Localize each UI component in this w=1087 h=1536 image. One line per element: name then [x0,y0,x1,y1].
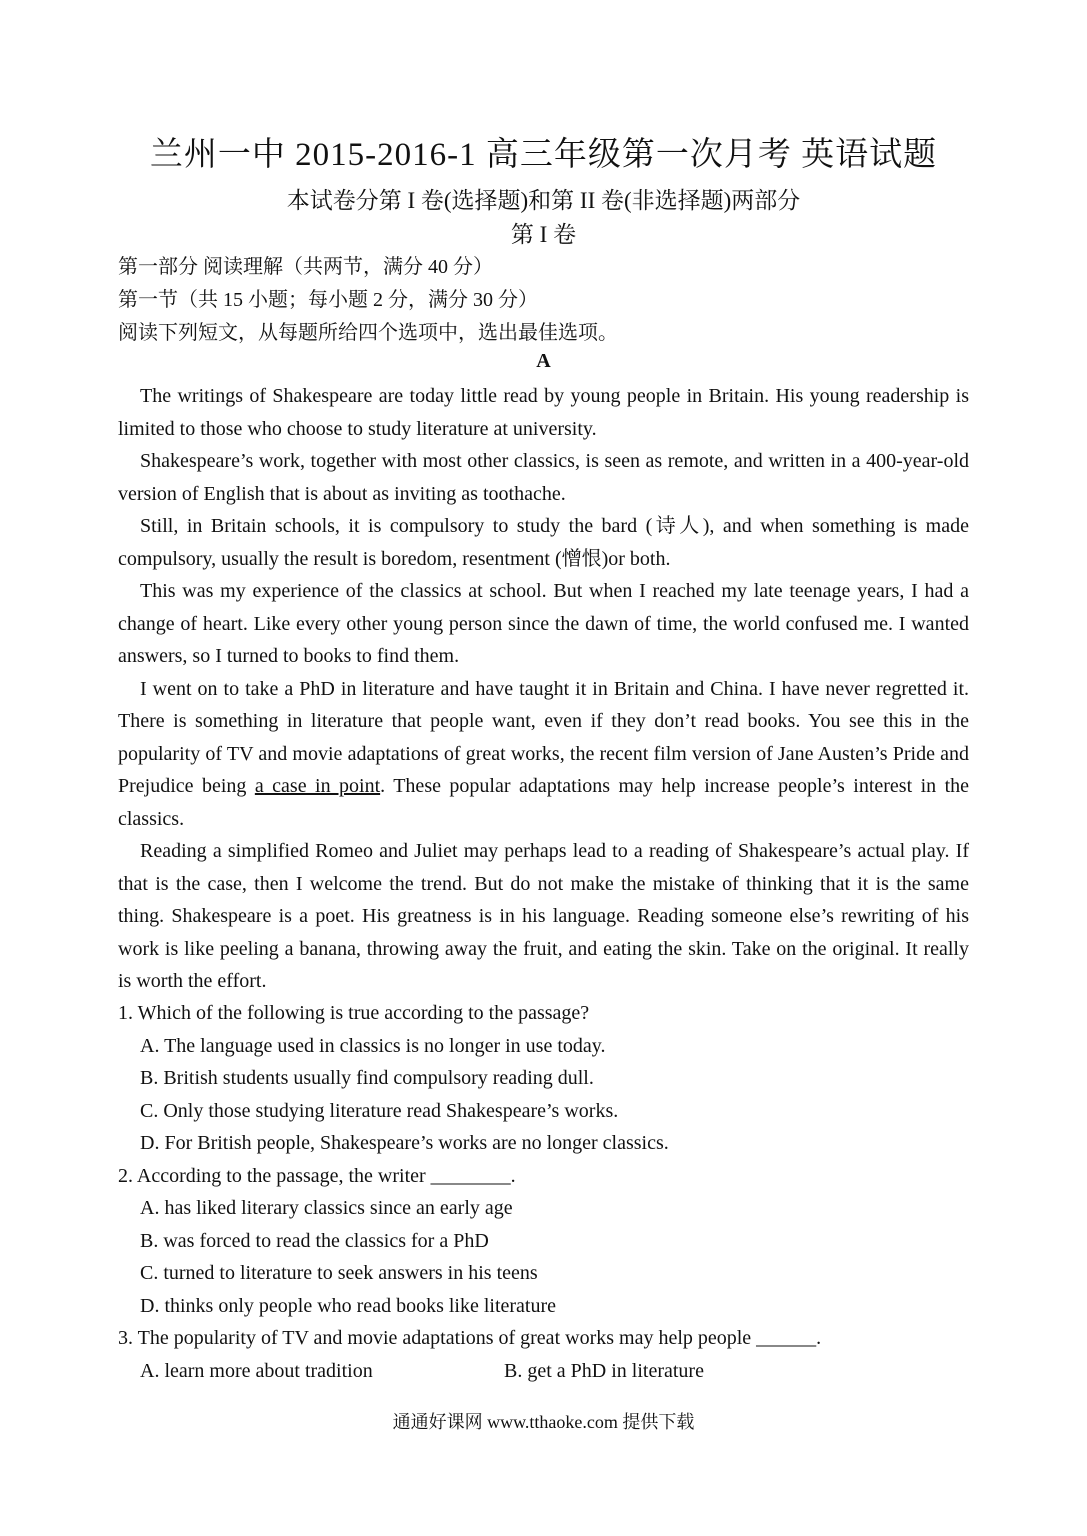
question-stem: 2. According to the passage, the writer ________. [118,1164,516,1187]
answer-option: A. has liked literary classics since an early age [140,1197,513,1219]
answer-option: B. get a PhD in literature [504,1359,704,1382]
question-stem: 3. The popularity of TV and movie adaptations of great works may help people ______. [118,1327,822,1349]
question-list [118,997,978,1387]
answer-option: D. thinks only people who read books like literature [140,1294,557,1317]
answer-option: C. turned to literature to seek answers in his teens [140,1262,538,1284]
passage-paragraph: Shakespeare’s work, together with most other classics, is seen as remote, and written in a 400-year-old version of English that is about as inviting as toothache. [118,450,969,505]
question-stem: 1. Which of the following is true according to the passage? [118,1002,590,1024]
passage-paragraph: This was my experience of the classics at school. But when I reached my late teenage years, I had a change of heart. Like every other young person since the dawn of time, the world confused me. I wanted answers, so I turned to books to find them. [118,580,969,667]
volume-heading: 第 I 卷 [510,222,577,247]
passage-paragraph: The writings of Shakespeare are today little read by young people in Britain. His young readership is limited to those who choose to study literature at university. [118,385,969,440]
answer-option: C. Only those studying literature read Shakespeare’s works. [140,1099,619,1122]
underlined-phrase: a case in point [254,775,381,797]
answer-option: A. The language used in classics is no longer in use today. [140,1034,606,1057]
answer-option: A. learn more about tradition [140,1359,373,1382]
option-row [140,1355,978,1388]
passage-paragraph [118,673,969,836]
question [118,1160,978,1323]
answer-option: B. was forced to read the classics for a PhD [140,1229,489,1252]
answer-option: D. For British people, Shakespeare’s works are no longer classics. [140,1132,669,1154]
passage-paragraph: Reading a simplified Romeo and Juliet may perhaps lead to a reading of Shakespeare’s actual play. If that is the case, then I welcome the trend. But do not make the mistake of thinking that it is the same thing. Shakespeare is a poet. His greatness is in his language. Reading someone else’s rewriting of his work is like peeling a banana, throwing away the fruit, and eating the skin. Take on the original. It really is worth the effort. [118,840,969,992]
passage-label: A [536,350,551,372]
answer-option: B. British students usually find compulsory reading dull. [140,1067,594,1089]
exam-subtitle: 本试卷分第 I 卷(选择题)和第 II 卷(非选择题)两部分 [286,188,801,213]
paragraph-text: . These popular adaptations may help increase people’s interest in the classics. [118,775,970,830]
reading-passage [118,380,969,998]
section-instruction: 第一节（共 15 小题；每小题 2 分，满分 30 分） [118,289,538,311]
question [118,1322,978,1387]
reading-instruction: 阅读下列短文，从每题所给四个选项中，选出最佳选项。 [118,322,618,344]
part-instruction: 第一部分 阅读理解（共两节，满分 40 分） [118,256,493,278]
question [118,997,978,1160]
passage-paragraph: Still, in Britain schools, it is compulsory to study the bard (诗人), and when something is made compulsory, usually the result is boredom, resentment (憎恨)or both. [118,515,969,570]
page-footer: 通通好课网 www.tthaoke.com 提供下载 [392,1412,695,1432]
exam-title: 兰州一中 2015-2016-1 高三年级第一次月考 英语试题 [149,137,938,173]
paragraph-text: I went on to take a PhD in literature and have taught it in Britain and China. I have never regretted it. There is something in literature that people want, even if they don’t read books. You see this in the popularity of TV and movie adaptations of great works, the recent film version of Jane Austen’s Pride and Prejudice being [118,677,969,797]
